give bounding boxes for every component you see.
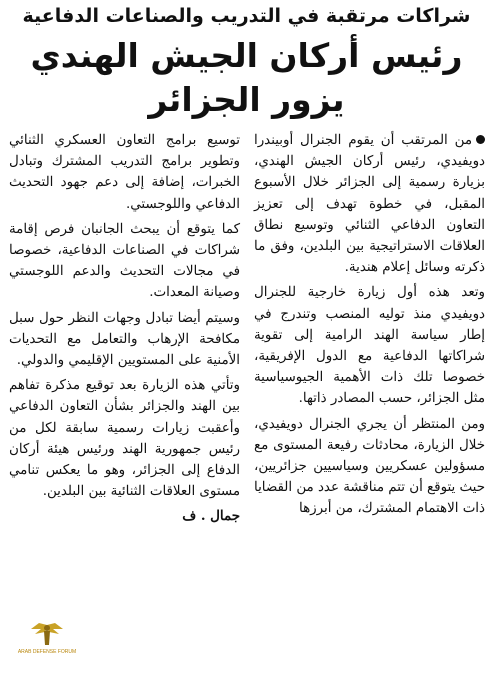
article-author: جمال . ف — [182, 508, 240, 525]
bullet-icon — [476, 135, 485, 144]
paragraph: توسيع برامج التعاون العسكري الثنائي وتطوير برامج التدريب المشترك وتبادل الخبرات، إضافة إلى دعم جهود التحديث الدفاعي واللوجستي. — [9, 133, 240, 212]
paragraph: وتأتي هذه الزيارة بعد توقيع مذكرة تفاهم بين الهند والجزائر بشأن التعاون الدفاعي وأعقبت زيارات رسمية سابقة لكل من رئيس جمهورية الهند ورئيس هيئة أركان الدفاع إلى الجزائر، وهو ما يعكس تنامي مستوى العلاقات الثنائية بين البلدين. — [9, 378, 240, 500]
right-column — [254, 130, 485, 690]
winged-emblem-icon — [27, 619, 67, 649]
paragraph: كما يتوقع أن يبحث الجانبان فرص إقامة شراكات في الصناعات الدفاعية، خصوصا في مجالات التحديث والدعم اللوجستي وصيانة المعدات. — [9, 221, 240, 301]
article-headline: رئيس أركان الجيش الهندي يزور الجزائر — [30, 36, 463, 119]
paragraph: ومن المنتظر أن يجري الجنرال دويفيدي، خلال الزيارة، محادثات رفيعة المستوى مع مسؤولين عسكريين وسياسيين جزائريين، حيث يتوقع أن تتم مناقشة عدد من القضايا ذات الاهتمام المشترك، من أبرزها — [254, 416, 485, 517]
paragraph: وسيتم أيضا تبادل وجهات النظر حول سبل مكافحة الإرهاب والتعامل مع التحديات الأمنية على المستويين الإقليمي والدولي. — [9, 310, 240, 369]
article-kicker: شراكات مرتقبة في التدريب والصناعات الدفاعية — [22, 5, 471, 27]
paragraph: من المرتقب أن يقوم الجنرال أوبيندرا دويفيدي، رئيس أركان الجيش الهندي، بزيارة رسمية إلى الجزائر خلال الأسبوع المقبل، في خطوة تهدف إلى تعزيز التعاون الدفاعي الثنائي وتوسيع نطاق العلاقات الاستراتيجية بين البلدين، وفق ما ذكرته وسائل إعلام هندية. — [254, 133, 485, 276]
watermark-logo — [2, 605, 92, 655]
paragraph: وتعد هذه أول زيارة خارجية للجنرال دويفيدي منذ توليه المنصب وتندرج في إطار سياسة الهند الرامية إلى تقوية شراكاتها الدفاعية مع الدول الإفريقية، خصوصا تلك ذات الأهمية الجيوسياسية مثل الجزائر، حسب المصادر ذاتها. — [254, 285, 485, 407]
watermark-text: ARAB DEFENSE FORUM — [17, 649, 77, 655]
